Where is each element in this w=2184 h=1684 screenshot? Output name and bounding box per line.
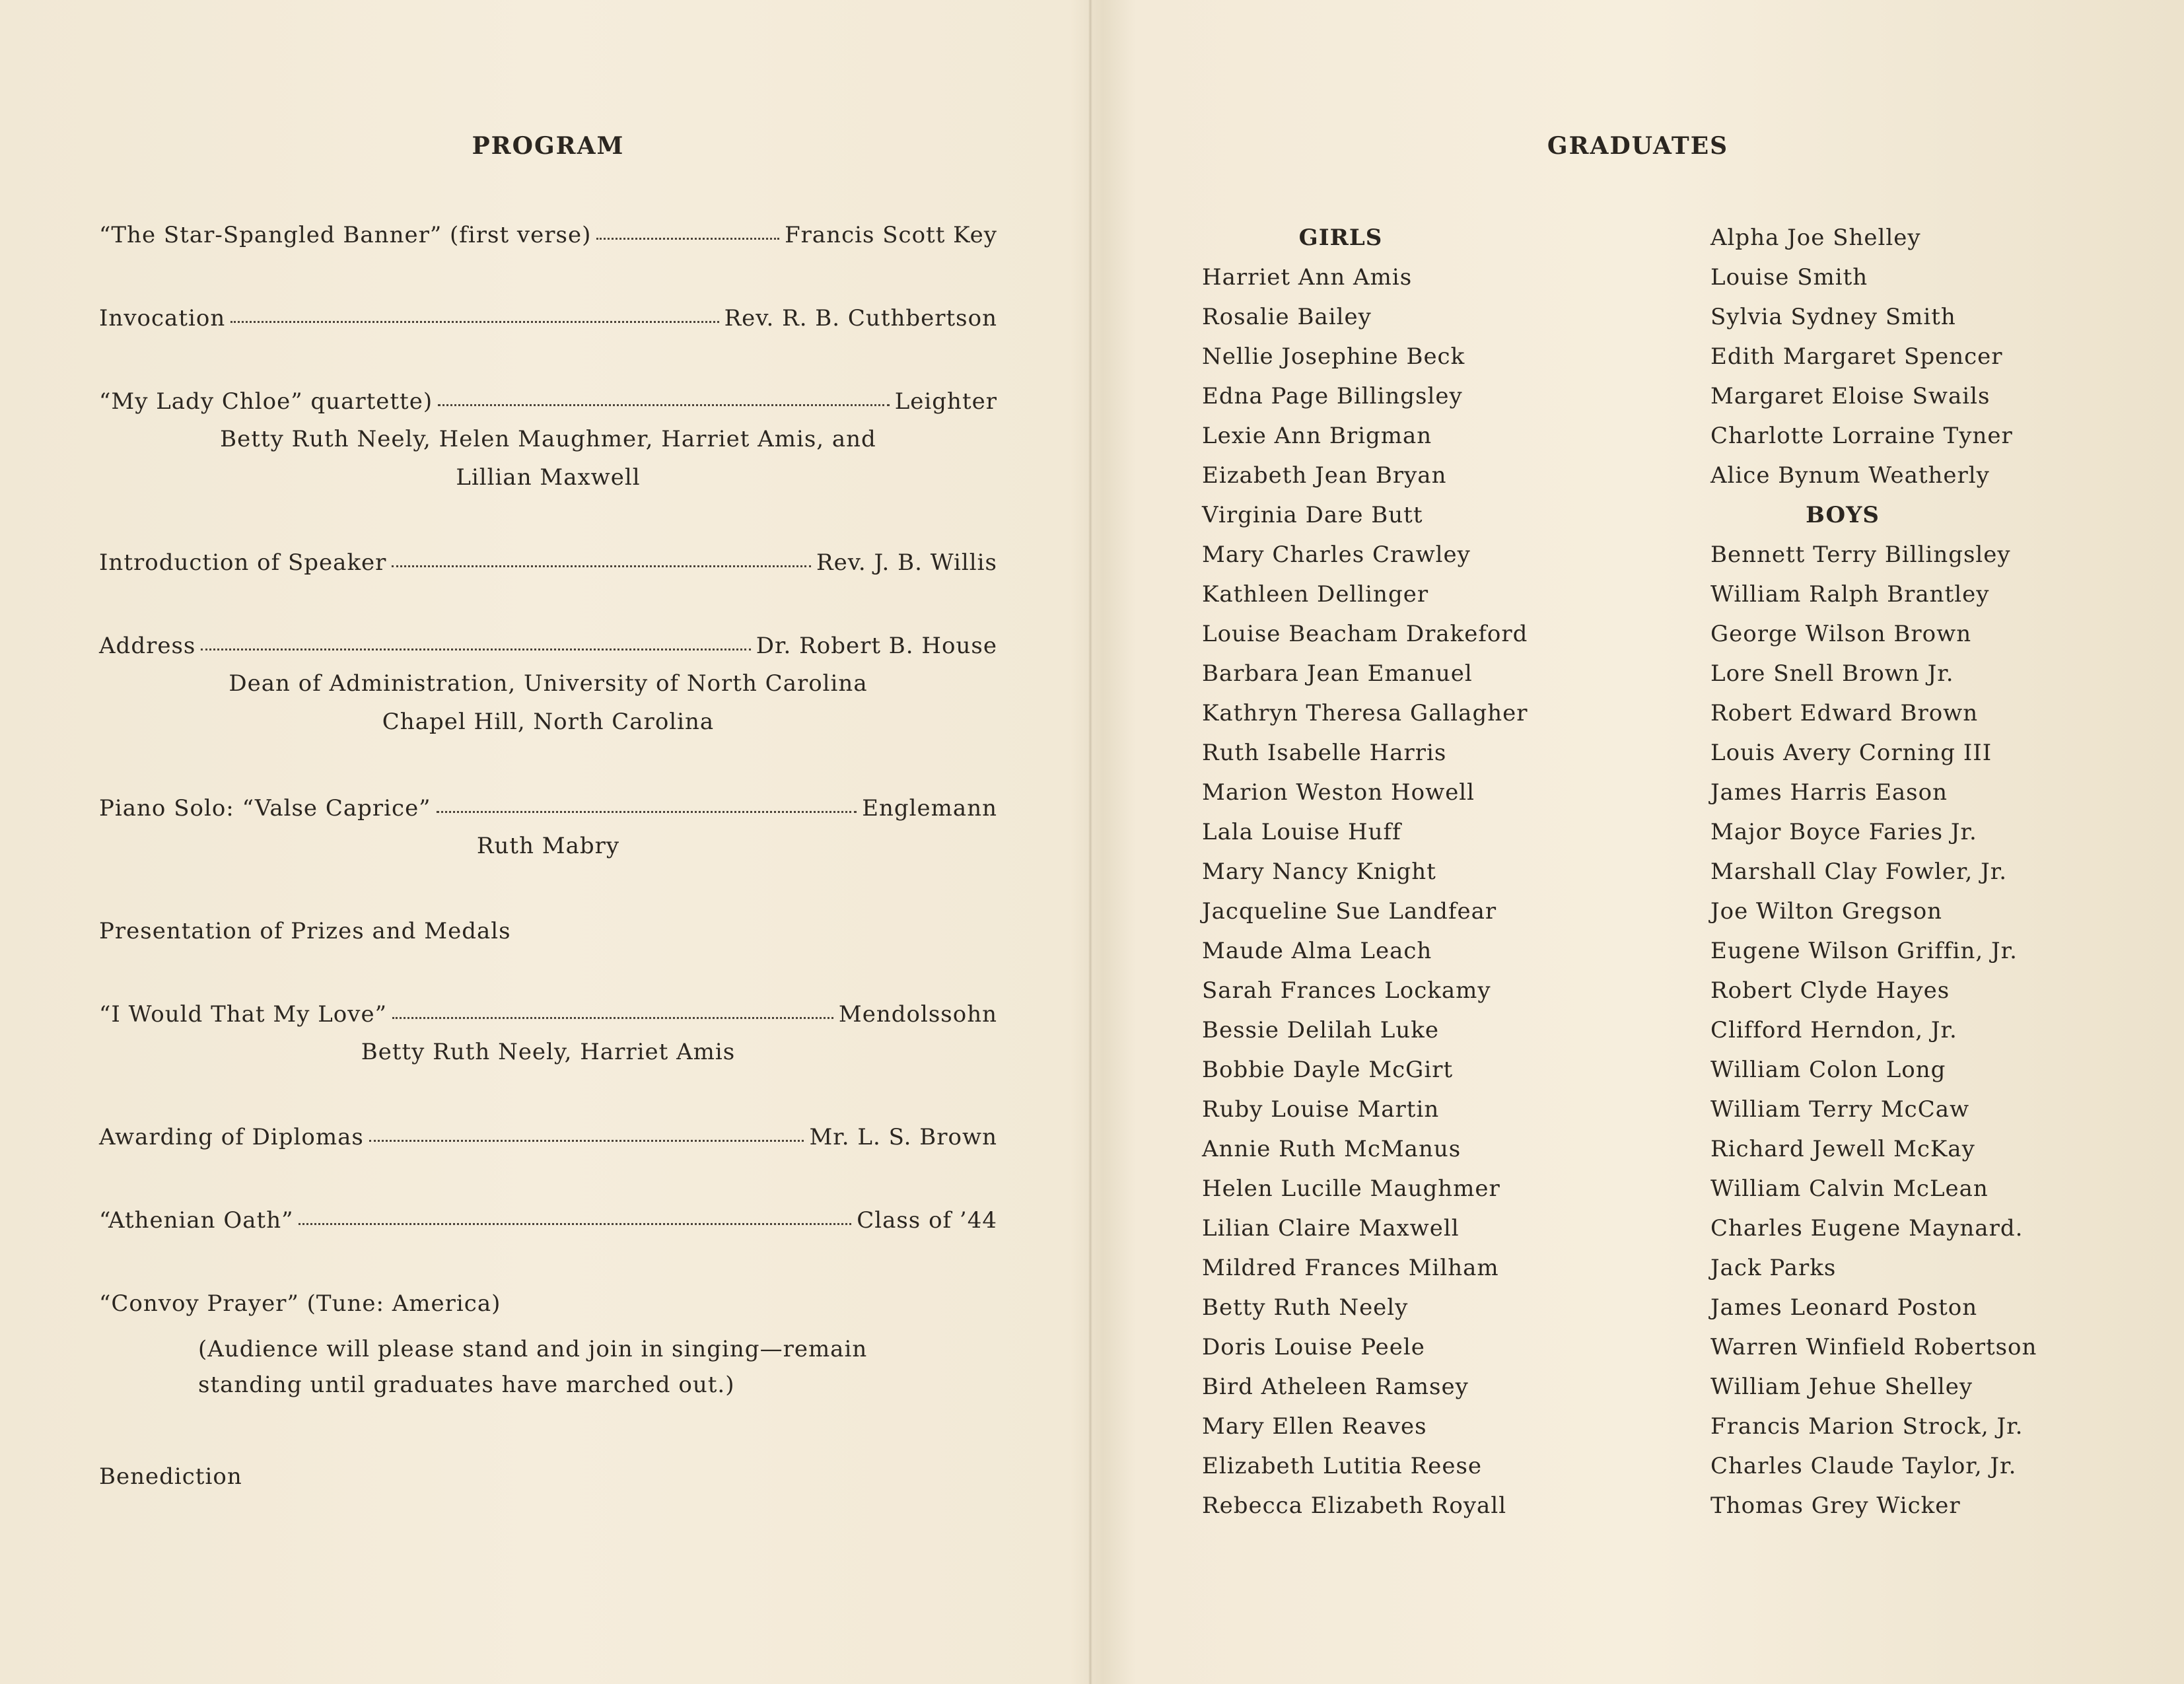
program-item-quartette: [99, 383, 997, 497]
dot-leader: [201, 649, 750, 650]
item-title: “The Star-Spangled Banner” (first verse): [99, 222, 592, 248]
center-fold: [1088, 0, 1092, 1684]
list-item: Charles Eugene Maynard.: [1710, 1215, 2024, 1242]
dot-leader: [392, 565, 811, 567]
list-item: Kathryn Theresa Gallagher: [1202, 700, 1528, 726]
list-item: Maude Alma Leach: [1202, 938, 1432, 964]
list-item: William Jehue Shelley: [1710, 1374, 1973, 1400]
list-item: Eizabeth Jean Bryan: [1202, 462, 1447, 489]
list-item: Lala Louise Huff: [1202, 819, 1401, 845]
item-title: Piano Solo: “Valse Caprice”: [99, 795, 431, 822]
program-item-piano-solo: [99, 790, 997, 865]
list-item: Mary Ellen Reaves: [1202, 1413, 1427, 1440]
item-performer: Class of ’44: [857, 1207, 997, 1234]
list-item: Nellie Josephine Beck: [1202, 343, 1465, 370]
list-item: Louise Smith: [1710, 264, 1868, 291]
list-item: Alice Bynum Weatherly: [1710, 462, 1990, 489]
item-performer: Francis Scott Key: [785, 222, 997, 248]
list-item: Sarah Frances Lockamy: [1202, 977, 1491, 1004]
list-item: Barbara Jean Emanuel: [1202, 660, 1473, 687]
program-item-convoy-prayer: [99, 1285, 997, 1403]
list-item: Edith Margaret Spencer: [1710, 343, 2003, 370]
item-title: Invocation: [99, 305, 226, 332]
list-item: Mary Nancy Knight: [1202, 859, 1436, 885]
item-title: Awarding of Diplomas: [99, 1124, 364, 1150]
item-performer: Dr. Robert B. House: [756, 633, 997, 659]
list-item: Sylvia Sydney Smith: [1710, 304, 1956, 330]
dot-leader: [437, 811, 857, 813]
list-item: Helen Lucille Maughmer: [1202, 1175, 1500, 1202]
item-performer: Mr. L. S. Brown: [809, 1124, 997, 1150]
list-item: Virginia Dare Butt: [1202, 502, 1423, 528]
list-item: Harriet Ann Amis: [1202, 264, 1413, 291]
item-note: Betty Ruth Neely, Helen Maughmer, Harriet Amis, and: [220, 426, 876, 452]
list-item: Lilian Claire Maxwell: [1202, 1215, 1460, 1242]
girls-label: GIRLS: [1298, 225, 1383, 251]
program-item-duet: [99, 996, 997, 1071]
graduates-heading: GRADUATES: [1547, 132, 1729, 160]
list-item: James Leonard Poston: [1710, 1294, 1978, 1321]
item-note: standing until graduates have marched out.): [198, 1372, 735, 1398]
item-performer: Rev. J. B. Willis: [816, 549, 997, 576]
program-heading: PROGRAM: [472, 132, 625, 160]
list-item: Eugene Wilson Griffin, Jr.: [1710, 938, 2018, 964]
list-item: Elizabeth Lutitia Reese: [1202, 1453, 1483, 1479]
list-item: Jacqueline Sue Landfear: [1202, 898, 1497, 925]
item-title: Presentation of Prizes and Medals: [99, 918, 511, 944]
list-item: William Colon Long: [1710, 1057, 1946, 1083]
program-item-diplomas: [99, 1119, 997, 1156]
list-item: Charlotte Lorraine Tyner: [1710, 423, 2013, 449]
list-item: Marion Weston Howell: [1202, 779, 1475, 806]
program-page: [99, 0, 997, 1684]
item-note: Dean of Administration, University of North Carolina: [229, 670, 868, 697]
list-item: William Calvin McLean: [1710, 1175, 1989, 1202]
list-item: Robert Clyde Hayes: [1710, 977, 1950, 1004]
item-note: (Audience will please stand and join in singing—remain: [198, 1336, 868, 1362]
item-title: Introduction of Speaker: [99, 549, 387, 576]
item-title: “Convoy Prayer” (Tune: America): [99, 1290, 501, 1317]
list-item: Lexie Ann Brigman: [1202, 423, 1432, 449]
item-title: “I Would That My Love”: [99, 1001, 387, 1028]
dot-leader: [299, 1223, 851, 1225]
girls-list: [1202, 218, 1664, 1526]
program-item-prizes: [99, 913, 997, 950]
list-item: Edna Page Billingsley: [1202, 383, 1463, 409]
list-item: Betty Ruth Neely: [1202, 1294, 1409, 1321]
list-item: Mildred Frances Milham: [1202, 1255, 1499, 1281]
item-performer: Rev. R. B. Cuthbertson: [724, 305, 997, 332]
boys-label: BOYS: [1806, 502, 1880, 528]
list-item: Margaret Eloise Swails: [1710, 383, 1990, 409]
list-item: Rebecca Elizabeth Royall: [1202, 1492, 1507, 1519]
item-note: Betty Ruth Neely, Harriet Amis: [361, 1039, 736, 1065]
item-performer: Mendolssohn: [838, 1001, 997, 1028]
item-title: Benediction: [99, 1463, 242, 1490]
item-title: Address: [99, 633, 196, 659]
list-item: Louis Avery Corning III: [1710, 740, 1992, 766]
list-item: Charles Claude Taylor, Jr.: [1710, 1453, 2017, 1479]
list-item: Bobbie Dayle McGirt: [1202, 1057, 1454, 1083]
list-item: Jack Parks: [1710, 1255, 1837, 1281]
program-item-invocation: [99, 300, 997, 337]
graduates-page: [1176, 0, 2100, 1684]
item-note: Ruth Mabry: [476, 833, 620, 859]
item-title: “My Lady Chloe” quartette): [99, 388, 433, 415]
list-item: Ruth Isabelle Harris: [1202, 740, 1447, 766]
list-item: Thomas Grey Wicker: [1710, 1492, 1961, 1519]
item-note: Chapel Hill, North Carolina: [382, 709, 715, 735]
program-item-address: [99, 627, 997, 741]
list-item: Ruby Louise Martin: [1202, 1096, 1440, 1123]
dot-leader: [438, 404, 890, 406]
list-item: Mary Charles Crawley: [1202, 542, 1471, 568]
list-item: Marshall Clay Fowler, Jr.: [1710, 859, 2008, 885]
list-item: Warren Winfield Robertson: [1710, 1334, 2037, 1360]
list-item: Lore Snell Brown Jr.: [1710, 660, 1954, 687]
list-item: Bennett Terry Billingsley: [1710, 542, 2011, 568]
item-performer: Leighter: [894, 388, 997, 415]
list-item: Bird Atheleen Ramsey: [1202, 1374, 1469, 1400]
list-item: Rosalie Bailey: [1202, 304, 1372, 330]
list-item: Annie Ruth McManus: [1202, 1136, 1462, 1162]
dot-leader: [596, 238, 779, 240]
program-item-benediction: [99, 1458, 997, 1495]
list-item: Joe Wilton Gregson: [1710, 898, 1943, 925]
program-item-anthem: [99, 217, 997, 254]
list-item: Kathleen Dellinger: [1202, 581, 1429, 608]
list-item: James Harris Eason: [1710, 779, 1948, 806]
girls-continued-and-boys-list: [1710, 218, 2107, 1526]
dot-leader: [392, 1017, 833, 1019]
list-item: William Ralph Brantley: [1710, 581, 1990, 608]
program-item-introduction: [99, 544, 997, 581]
list-item: Alpha Joe Shelley: [1710, 225, 1921, 251]
list-item: Robert Edward Brown: [1710, 700, 1979, 726]
item-title: “Athenian Oath”: [99, 1207, 294, 1234]
list-item: Richard Jewell McKay: [1710, 1136, 1975, 1162]
dot-leader: [369, 1140, 804, 1142]
list-item: Louise Beacham Drakeford: [1202, 621, 1528, 647]
list-item: Clifford Herndon, Jr.: [1710, 1017, 1957, 1043]
item-note: Lillian Maxwell: [456, 464, 641, 491]
list-item: Francis Marion Strock, Jr.: [1710, 1413, 2024, 1440]
list-item: Major Boyce Faries Jr.: [1710, 819, 1977, 845]
list-item: Bessie Delilah Luke: [1202, 1017, 1439, 1043]
item-performer: Englemann: [862, 795, 997, 822]
list-item: George Wilson Brown: [1710, 621, 1972, 647]
list-item: Doris Louise Peele: [1202, 1334, 1425, 1360]
list-item: William Terry McCaw: [1710, 1096, 1970, 1123]
program-item-oath: [99, 1202, 997, 1239]
dot-leader: [230, 321, 719, 323]
